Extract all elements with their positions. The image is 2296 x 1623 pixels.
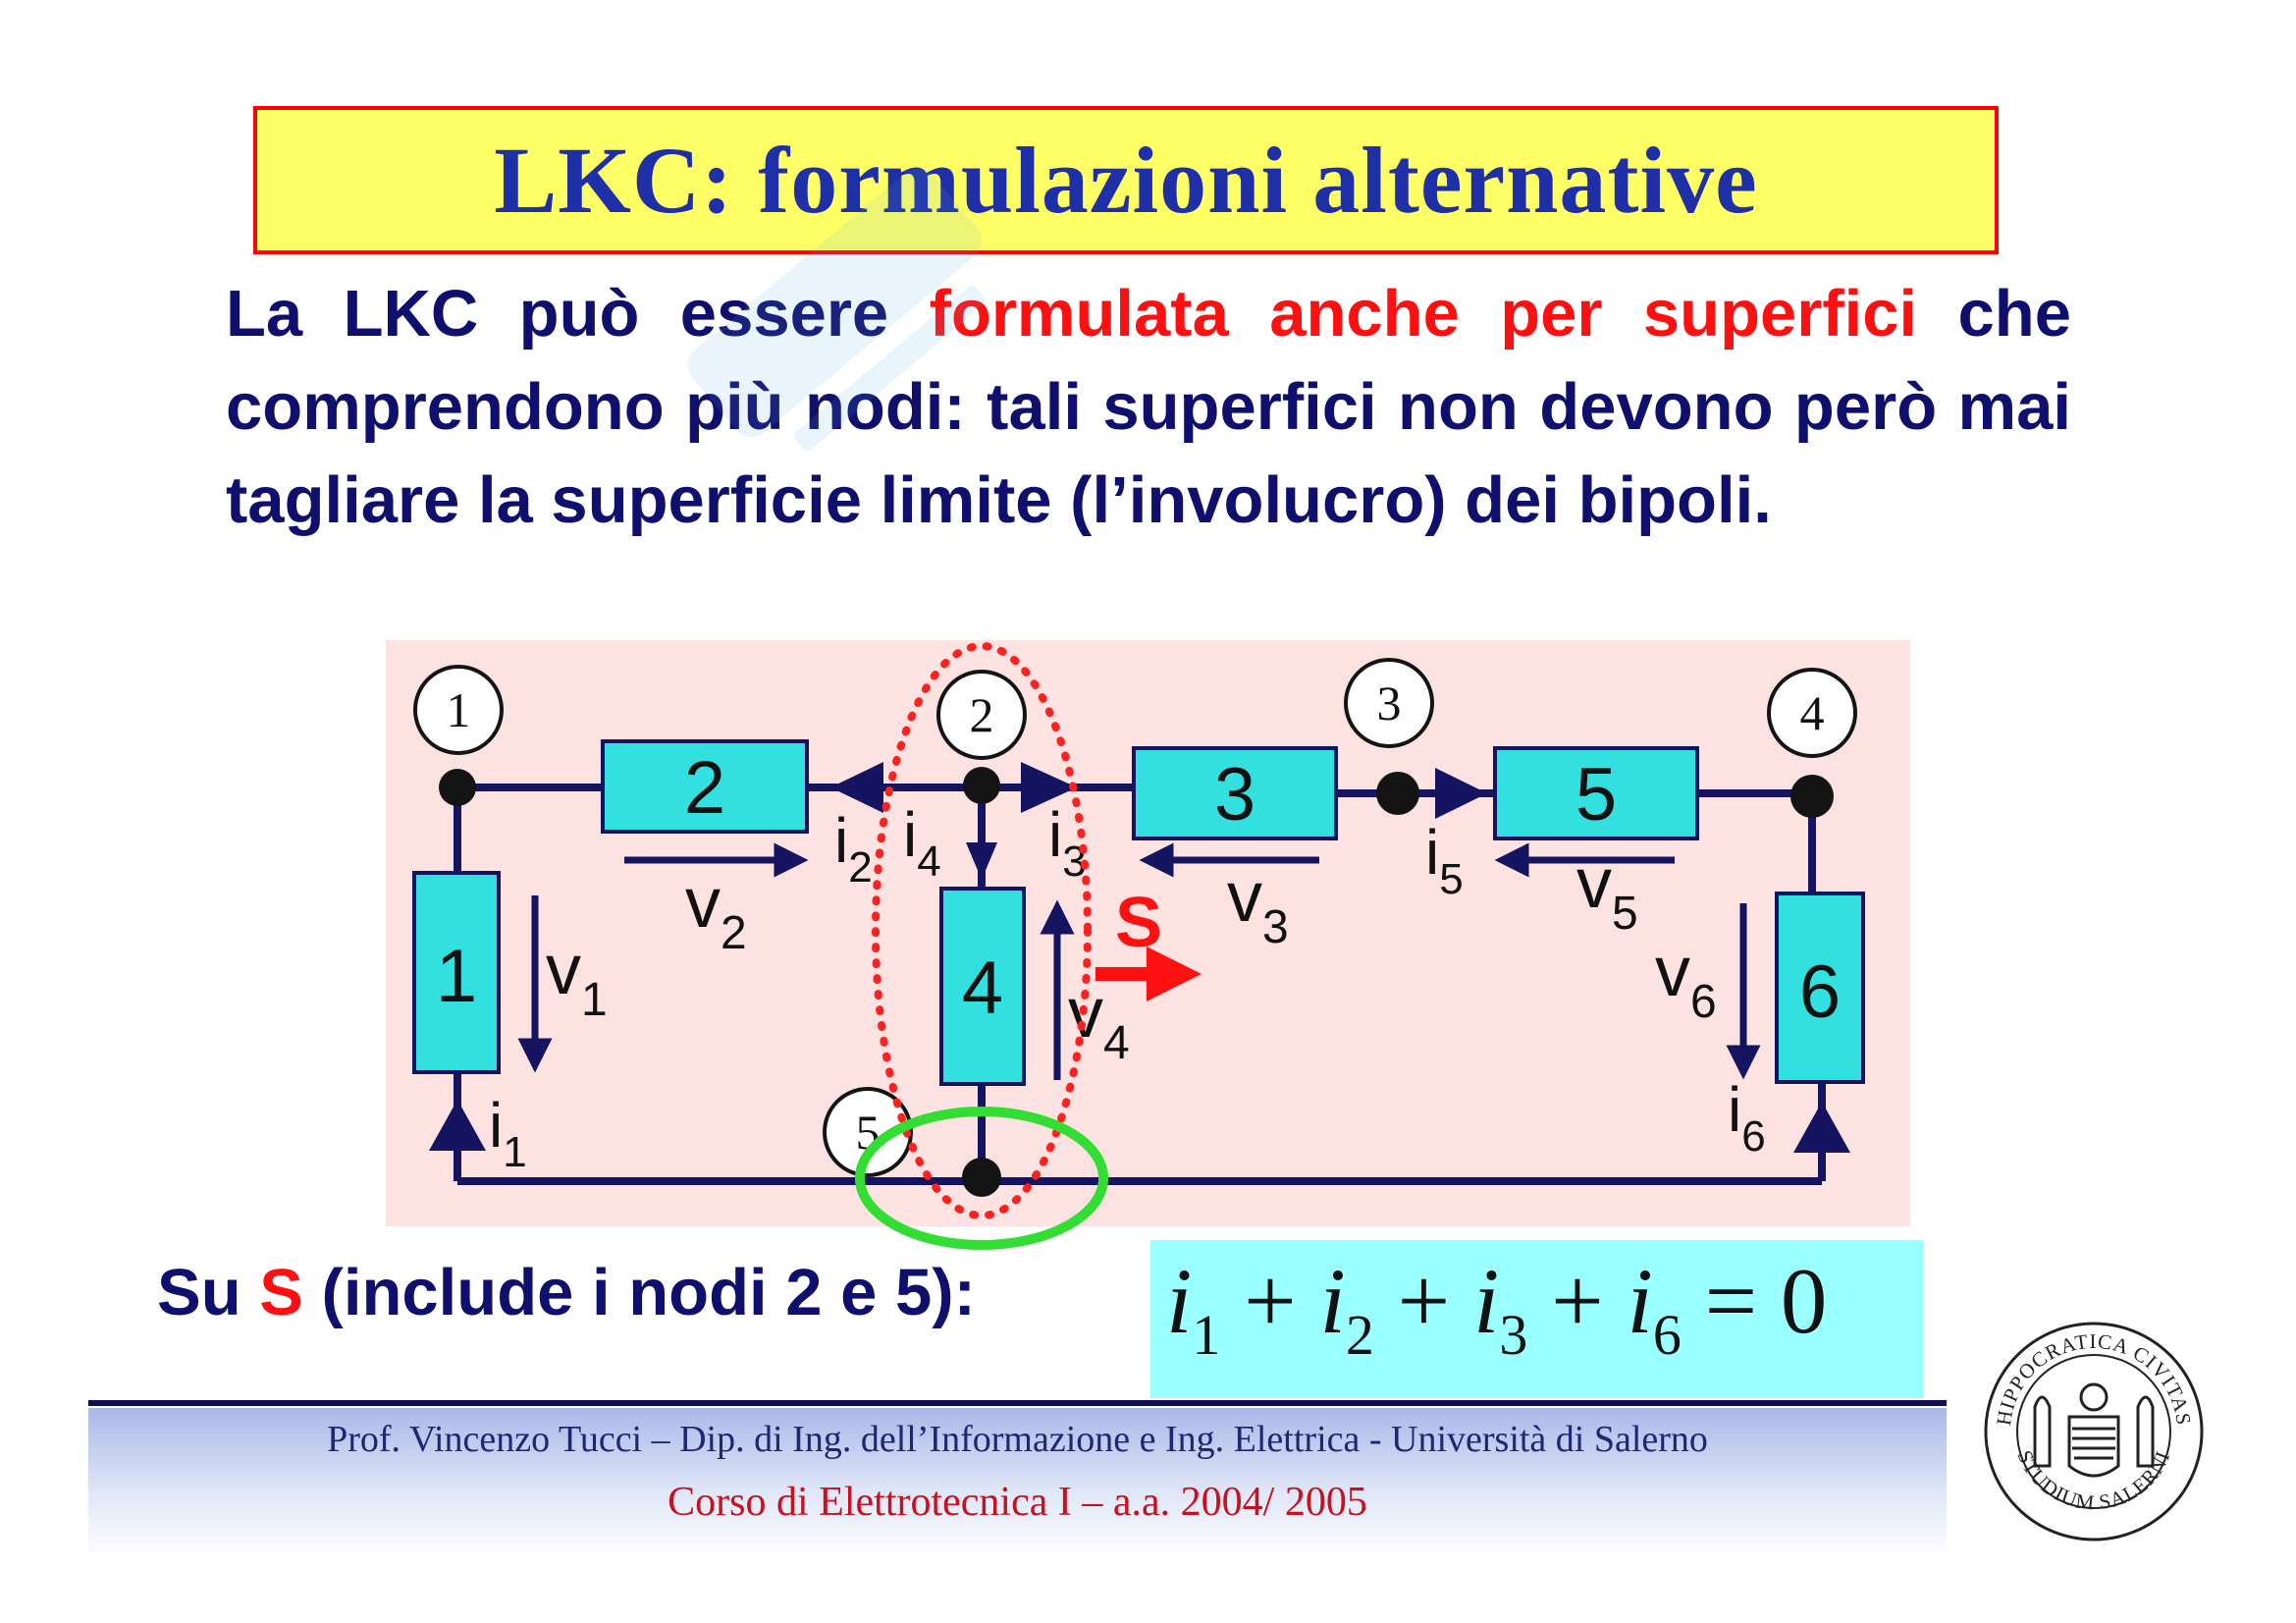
voltage-label-v5: $v_5$ (1576, 844, 1638, 940)
current-label-i5: $i_5$ (1425, 817, 1464, 903)
intro-part2: che comprendono più nodi: tali superfici non devono però mai tagliare la superficie limite (l’involucro) dei bipoli. (226, 277, 2071, 537)
current-label-i2: $i_2$ (834, 805, 873, 892)
surface-s-label: S (1115, 884, 1163, 962)
su-suffix: (include i nodi 2 e 5): (302, 1256, 976, 1329)
eq-sub-2: 2 (1345, 1303, 1374, 1367)
node-label-4: 4 (1799, 685, 1825, 740)
intro-highlight: formulata anche per superfici (929, 277, 1918, 351)
voltage-label-v6: $v_6$ (1655, 933, 1717, 1028)
eq-plus-1: + (1244, 1249, 1297, 1353)
bipole-3-label: 3 (1213, 753, 1256, 837)
node-label-1: 1 (446, 682, 471, 737)
footer-course: Corso di Elettrotecnica I – a.a. 2004/ 2005 (667, 1480, 1367, 1525)
intro-part1: La LKC può essere (226, 277, 930, 351)
bipole-1-label: 1 (435, 935, 478, 1018)
voltage-label-v1: $v_1$ (546, 931, 608, 1026)
eq-equals: = 0 (1704, 1249, 1828, 1353)
su-s: S (259, 1256, 303, 1329)
eq-sub-4: 6 (1652, 1303, 1682, 1367)
eq-var-4: i (1627, 1249, 1653, 1353)
eq-var-1: i (1166, 1249, 1193, 1353)
su-prefix: Su (157, 1256, 260, 1329)
node-label-2: 2 (969, 687, 994, 742)
current-label-i1: $i_1$ (489, 1090, 527, 1176)
current-label-i4: $i_4$ (903, 799, 941, 886)
voltage-label-v2: $v_2$ (685, 864, 747, 959)
eq-var-2: i (1319, 1249, 1346, 1353)
eq-var-3: i (1472, 1249, 1500, 1353)
eq-plus-2: + (1397, 1249, 1451, 1353)
voltage-label-v3: $v_3$ (1227, 858, 1289, 953)
footer-author: Prof. Vincenzo Tucci – Dip. di Ing. dell’Informazione e Ing. Elettrica - Università di Salerno (327, 1419, 1708, 1460)
page-title: LKC: formulazioni alternative (494, 128, 1758, 233)
node-label-5: 5 (855, 1105, 881, 1160)
voltage-label-v4: $v_4$ (1068, 974, 1130, 1069)
current-label-i6: $i_6$ (1728, 1074, 1766, 1161)
current-label-i3: $i_3$ (1048, 799, 1087, 886)
bipole-6-label: 6 (1798, 950, 1842, 1034)
seal-text-top: HIPPOCRATICA CIVITAS (1992, 1328, 2196, 1428)
bipole-2-label: 2 (683, 746, 726, 830)
eq-plus-3: + (1551, 1249, 1604, 1353)
eq-sub-3: 3 (1499, 1303, 1528, 1367)
seal-text-bottom: STUDIUM SALERNI (2012, 1446, 2175, 1515)
node-label-3: 3 (1376, 676, 1402, 730)
eq-sub-1: 1 (1192, 1303, 1221, 1367)
bipole-5-label: 5 (1575, 753, 1618, 837)
bipole-4-label: 4 (961, 947, 1004, 1030)
